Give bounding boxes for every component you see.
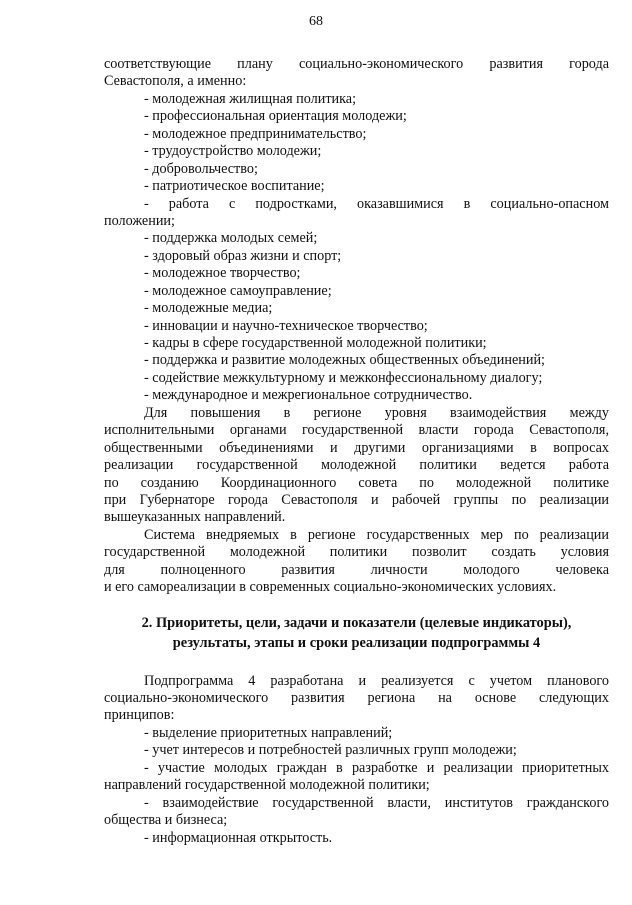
paragraph-line: Система внедряемых в регионе государственных мер по реализации (144, 526, 609, 543)
list-item: - выделение приоритетных направлений; (144, 724, 393, 741)
text-line: общества и бизнеса; (104, 812, 228, 829)
list-item: - трудоустройство молодежи; (144, 143, 322, 160)
list-item: - молодежная жилищная политика; (144, 90, 357, 107)
list-item: - международное и межрегиональное сотрудничество. (144, 387, 473, 404)
list-item: - взаимодействие государственной власти, институтов гражданского (144, 794, 609, 811)
list-item: - содействие межкультурному и межконфессиональному диалогу; (144, 369, 543, 386)
text-line: Севастополя, а именно: (104, 73, 247, 90)
paragraph-line: реализации государственной молодежной политики ведется работа (104, 457, 609, 474)
list-item: - работа с подростками, оказавшимися в социально-опасном (144, 195, 609, 212)
list-item: - поддержка молодых семей; (144, 230, 318, 247)
paragraph-line: Для повышения в регионе уровня взаимодействия между (144, 404, 609, 421)
list-item: - участие молодых граждан в разработке и реализации приоритетных (144, 759, 609, 776)
section-heading-line: 2. Приоритеты, цели, задачи и показатели (целевые индикаторы), (141, 614, 572, 631)
list-item: - молодежное творчество; (144, 265, 301, 282)
text-line: положении; (104, 212, 175, 229)
list-item: - кадры в сфере государственной молодежной политики; (144, 335, 487, 351)
paragraph-line: Подпрограмма 4 разработана и реализуется с учетом планового (144, 672, 609, 689)
paragraph-line: общественными объединениями и другими организациями в вопросах (104, 439, 609, 456)
list-item: - инновации и научно-техническое творчество; (144, 317, 428, 334)
list-item: - учет интересов и потребностей различных групп молодежи; (144, 742, 517, 759)
list-item: - здоровый образ жизни и спорт; (144, 247, 342, 264)
paragraph-line: государственной молодежной политики позволит создать условия (104, 544, 609, 561)
list-item: - молодежное самоуправление; (144, 282, 332, 299)
section-heading (104, 613, 609, 653)
paragraph-line: принципов: (104, 707, 175, 724)
page-content (104, 56, 609, 847)
list-item: - добровольчество; (144, 160, 258, 177)
paragraph-line: социально-экономического развития региона на основе следующих (104, 690, 609, 706)
paragraph-line: исполнительными органами государственной власти города Севастополя, (104, 422, 609, 439)
text-line: направлений государственной молодежной политики; (104, 777, 430, 794)
paragraph-line: для полноценного развития личности молодого человека (104, 561, 609, 578)
page-number: 68 (309, 14, 323, 29)
list-item: - профессиональная ориентация молодежи; (144, 108, 407, 125)
paragraph-line: и его самореализации в современных социально-экономических условиях. (104, 579, 557, 596)
paragraph-line: по созданию Координационного совета по молодежной политике (104, 474, 609, 491)
section-heading-line: результаты, этапы и сроки реализации подпрограммы 4 (172, 634, 541, 651)
paragraph-line: при Губернаторе города Севастополя и рабочей группы по реализации (104, 491, 609, 508)
list-item: - информационная открытость. (144, 829, 333, 846)
paragraph-line: вышеуказанных направлений. (104, 509, 286, 526)
text-line: соответствующие плану социально-экономического развития города (104, 56, 609, 72)
list-item: - молодежные медиа; (144, 300, 273, 317)
list-item: - поддержка и развитие молодежных общественных объединений; (144, 352, 545, 369)
list-item: - патриотическое воспитание; (144, 178, 325, 195)
list-item: - молодежное предпринимательство; (144, 125, 367, 142)
